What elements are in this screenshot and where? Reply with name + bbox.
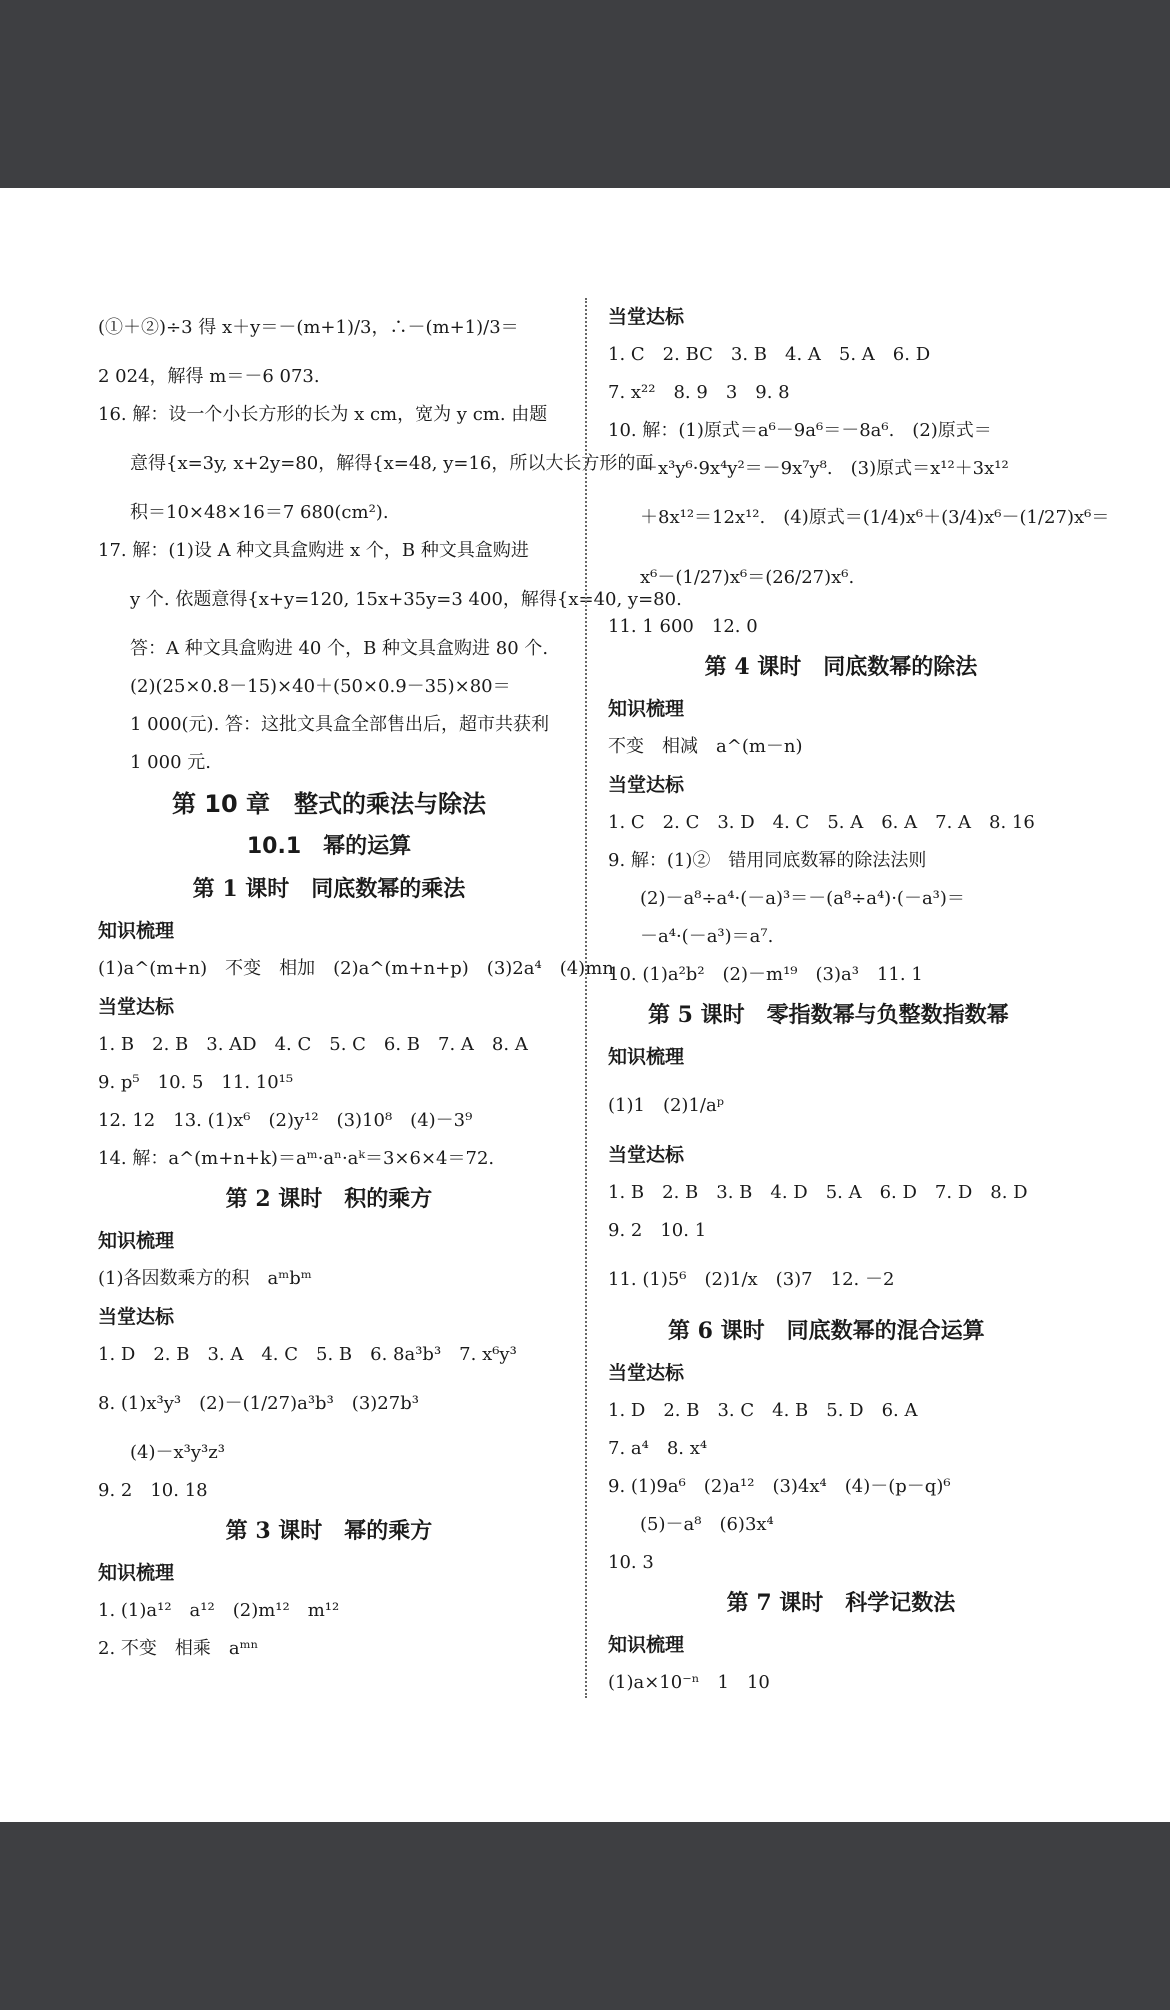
answer-line: (①＋②)÷3 得 x＋y＝－(m+1)/3，∴－(m+1)/3＝ <box>98 317 519 338</box>
answer-line: 9. 2 10. 18 <box>98 1480 208 1501</box>
answer-line: 9. 2 10. 1 <box>608 1220 707 1241</box>
document-page <box>0 188 1170 1822</box>
column-divider <box>585 298 587 1698</box>
answer-line: (1)1 (2)1/aᵖ <box>608 1095 724 1116</box>
answer-line: 1. D 2. B 3. A 4. C 5. B 6. 8a³b³ 7. x⁶y³ <box>98 1344 517 1365</box>
answer-line: 1. C 2. C 3. D 4. C 5. A 6. A 7. A 8. 16 <box>608 812 1035 833</box>
answer-line: 16. 解：设一个小长方形的长为 x cm，宽为 y cm. 由题 <box>98 404 548 425</box>
answer-line: 9. 解：(1)② 错用同底数幂的除法法则 <box>608 850 927 871</box>
answer-line: y 个. 依题意得{x+y=120, 15x+35y=3 400，解得{x=40, y=80. <box>130 589 682 610</box>
lesson-heading: 第 6 课时 同底数幂的混合运算 <box>668 1318 985 1344</box>
answer-line: 12. 12 13. (1)x⁶ (2)y¹² (3)10⁸ (4)－3⁹ <box>98 1110 473 1131</box>
section-label: 知识梳理 <box>98 1562 175 1584</box>
answer-line: ＋8x¹²＝12x¹². (4)原式＝(1/4)x⁶＋(3/4)x⁶－(1/27)x⁶＝ <box>640 507 1110 528</box>
chapter-heading: 第 10 章 整式的乘法与除法 <box>171 790 487 818</box>
lesson-heading: 第 2 课时 积的乘方 <box>225 1186 433 1212</box>
answer-line: －a⁴·(－a³)＝a⁷. <box>640 926 774 947</box>
section-label: 当堂达标 <box>98 996 175 1018</box>
answer-line: 10. (1)a²b² (2)－m¹⁹ (3)a³ 11. 1 <box>608 964 923 985</box>
section-label: 知识梳理 <box>608 1046 685 1068</box>
answer-line: 7. x²² 8. 9 3 9. 8 <box>608 382 790 403</box>
viewer-bottom-bar <box>0 1822 1170 2010</box>
lesson-heading: 第 3 课时 幂的乘方 <box>225 1518 433 1544</box>
section-label: 当堂达标 <box>608 306 685 328</box>
answer-line: (2)(25×0.8－15)×40＋(50×0.9－35)×80＝ <box>130 676 511 697</box>
answer-line: 1. D 2. B 3. C 4. B 5. D 6. A <box>608 1400 918 1421</box>
section-label: 当堂达标 <box>608 774 685 796</box>
answer-line: 意得{x=3y, x+2y=80，解得{x=48, y=16，所以大长方形的面 <box>130 453 654 474</box>
answer-line: 1. C 2. BC 3. B 4. A 5. A 6. D <box>608 344 931 365</box>
answer-line: 1. B 2. B 3. AD 4. C 5. C 6. B 7. A 8. A <box>98 1034 528 1055</box>
answer-line: (1)各因数乘方的积 aᵐbᵐ <box>98 1268 312 1289</box>
lesson-heading: 第 1 课时 同底数幂的乘法 <box>192 876 466 902</box>
answer-line: 9. (1)9a⁶ (2)a¹² (3)4x⁴ (4)－(p－q)⁶ <box>608 1476 951 1497</box>
right-column <box>608 298 1110 1702</box>
answer-line: 1. (1)a¹² a¹² (2)m¹² m¹² <box>98 1600 340 1621</box>
section-label: 当堂达标 <box>608 1362 685 1384</box>
section-label: 知识梳理 <box>98 1230 175 1252</box>
answer-line: 10. 3 <box>608 1552 654 1573</box>
section-label: 当堂达标 <box>98 1306 175 1328</box>
answer-line: 积＝10×48×16＝7 680(cm²). <box>130 502 389 523</box>
lesson-heading: 第 5 课时 零指数幂与负整数指数幂 <box>648 1002 1009 1028</box>
answer-line: 17. 解：(1)设 A 种文具盒购进 x 个，B 种文具盒购进 <box>98 540 529 561</box>
answer-line: 11. 1 600 12. 0 <box>608 616 758 637</box>
answer-line: (1)a^(m+n) 不变 相加 (2)a^(m+n+p) (3)2a⁴ (4)mn <box>98 958 614 979</box>
answer-line: 不变 相减 a^(m－n) <box>608 736 803 757</box>
unit-heading: 10.1 幂的运算 <box>246 834 412 859</box>
answer-line: 10. 解：(1)原式＝a⁶－9a⁶＝－8a⁶. (2)原式＝ <box>608 420 992 441</box>
section-label: 知识梳理 <box>608 1634 685 1656</box>
section-label: 当堂达标 <box>608 1144 685 1166</box>
answer-line: 1. B 2. B 3. B 4. D 5. A 6. D 7. D 8. D <box>608 1182 1028 1203</box>
answer-line: 1 000(元). 答：这批文具盒全部售出后，超市共获利 <box>130 714 550 735</box>
answer-line: 9. p⁵ 10. 5 11. 10¹⁵ <box>98 1072 294 1093</box>
viewer-top-bar <box>0 0 1170 188</box>
answer-line: 1 000 元. <box>130 752 211 773</box>
answer-line: 2 024，解得 m＝－6 073. <box>98 366 320 387</box>
answer-line: －x³y⁶·9x⁴y²＝－9x⁷y⁸. (3)原式＝x¹²＋3x¹² <box>640 458 1009 479</box>
answer-line: 11. (1)5⁶ (2)1/x (3)7 12. －2 <box>608 1269 895 1290</box>
section-label: 知识梳理 <box>608 698 685 720</box>
answer-line: 答：A 种文具盒购进 40 个，B 种文具盒购进 80 个. <box>130 638 549 659</box>
answer-line: (5)－a⁸ (6)3x⁴ <box>640 1514 774 1535</box>
section-label: 知识梳理 <box>98 920 175 942</box>
answer-line: 7. a⁴ 8. x⁴ <box>608 1438 708 1459</box>
answer-line: (2)－a⁸÷a⁴·(－a)³＝－(a⁸÷a⁴)·(－a³)＝ <box>640 888 965 909</box>
lesson-heading: 第 7 课时 科学记数法 <box>726 1590 956 1616</box>
answer-line: (1)a×10⁻ⁿ 1 10 <box>608 1672 770 1693</box>
answer-line: 14. 解：a^(m+n+k)＝aᵐ·aⁿ·aᵏ＝3×6×4＝72. <box>98 1148 495 1169</box>
answer-line: 8. (1)x³y³ (2)－(1/27)a³b³ (3)27b³ <box>98 1393 419 1414</box>
lesson-heading: 第 4 课时 同底数幂的除法 <box>704 654 978 680</box>
answer-line: 2. 不变 相乘 aᵐⁿ <box>98 1638 259 1659</box>
answer-line: x⁶－(1/27)x⁶＝(26/27)x⁶. <box>640 567 855 588</box>
answer-line: (4)－x³y³z³ <box>130 1442 225 1463</box>
